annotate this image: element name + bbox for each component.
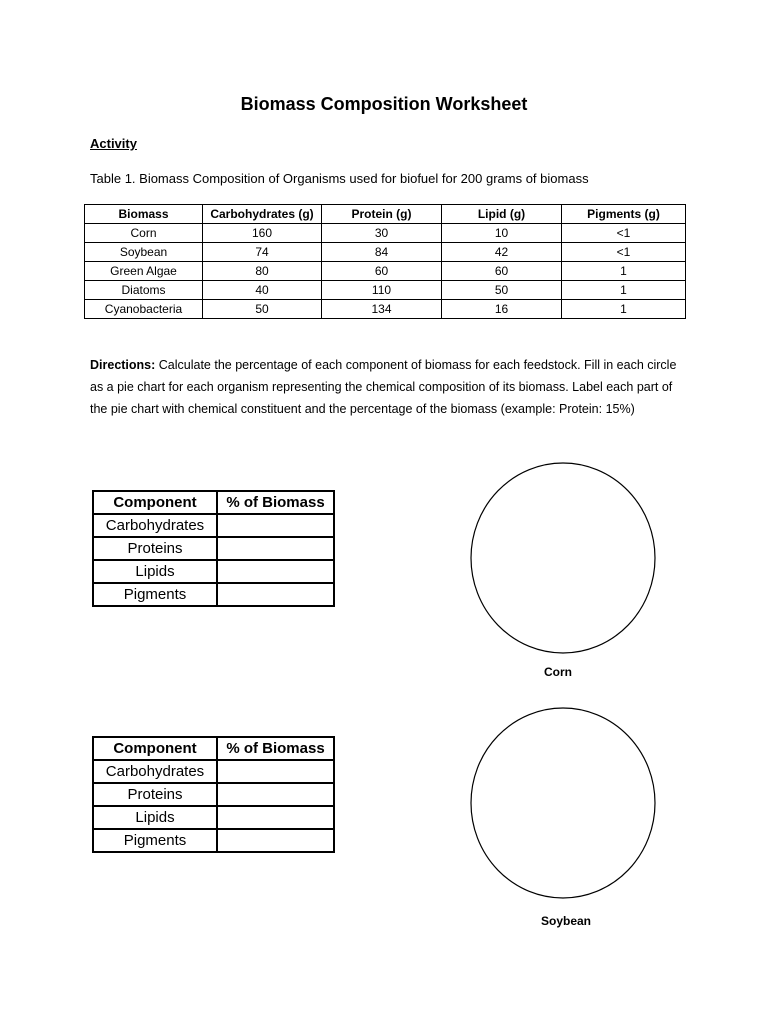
table-row	[93, 560, 334, 583]
table-header-row	[93, 491, 334, 514]
table-row	[93, 583, 334, 606]
table-row	[93, 514, 334, 537]
table-cell: Cyanobacteria	[85, 300, 203, 319]
table-row	[93, 806, 334, 829]
percent-entry-cell[interactable]	[217, 829, 334, 852]
header-pigments: Pigments (g)	[562, 205, 686, 224]
directions-text: Calculate the percentage of each component of biomass for each feedstock. Fill in each circle as a pie chart for each organism representing the chemical composition of its biomass. Label each part of the pie chart with chemical constituent and the percentage of the biomass (example: Protein: 15%)	[90, 358, 677, 416]
table-cell: <1	[562, 243, 686, 262]
table-row	[85, 281, 686, 300]
header-protein: Protein (g)	[322, 205, 442, 224]
table-header-row	[93, 737, 334, 760]
table-cell: 60	[322, 262, 442, 281]
component-label: Proteins	[93, 537, 217, 560]
component-label: Carbohydrates	[93, 514, 217, 537]
soybean-pie-circle	[468, 705, 658, 901]
percent-entry-cell[interactable]	[217, 806, 334, 829]
soybean-pie-label: Soybean	[540, 914, 591, 928]
corn-pie-circle	[468, 460, 658, 656]
table-row	[93, 537, 334, 560]
component-label: Proteins	[93, 783, 217, 806]
directions-paragraph	[90, 354, 680, 420]
page-title: Biomass Composition Worksheet	[240, 94, 528, 114]
percent-entry-cell[interactable]	[217, 560, 334, 583]
table-cell: 84	[322, 243, 442, 262]
table-cell: 1	[562, 262, 686, 281]
corn-component-table	[92, 490, 335, 607]
percent-entry-cell[interactable]	[217, 537, 334, 560]
activity-heading: Activity	[90, 136, 137, 151]
biomass-composition-table	[84, 204, 686, 319]
table-cell: 60	[442, 262, 562, 281]
table-row	[85, 262, 686, 281]
component-label: Pigments	[93, 829, 217, 852]
table-cell: Green Algae	[85, 262, 203, 281]
table-cell: 1	[562, 300, 686, 319]
table-row	[93, 783, 334, 806]
header-component: Component	[93, 737, 217, 760]
table-cell: 160	[203, 224, 322, 243]
percent-entry-cell[interactable]	[217, 514, 334, 537]
table-row	[93, 760, 334, 783]
table-caption: Table 1. Biomass Composition of Organisms used for biofuel for 200 grams of biomass	[90, 171, 589, 186]
header-biomass: Biomass	[85, 205, 203, 224]
percent-entry-cell[interactable]	[217, 583, 334, 606]
table-cell: <1	[562, 224, 686, 243]
table-cell: 50	[442, 281, 562, 300]
header-percent-biomass: % of Biomass	[217, 737, 334, 760]
table-row	[85, 300, 686, 319]
table-row	[93, 829, 334, 852]
table-row	[85, 224, 686, 243]
percent-entry-cell[interactable]	[217, 783, 334, 806]
table-cell: 50	[203, 300, 322, 319]
component-label: Lipids	[93, 806, 217, 829]
table-cell: 16	[442, 300, 562, 319]
header-percent-biomass: % of Biomass	[217, 491, 334, 514]
header-component: Component	[93, 491, 217, 514]
directions-label: Directions:	[90, 358, 156, 372]
table-row	[85, 243, 686, 262]
table-cell: 80	[203, 262, 322, 281]
table-cell: Diatoms	[85, 281, 203, 300]
table-cell: 1	[562, 281, 686, 300]
table-cell: 110	[322, 281, 442, 300]
header-lipid: Lipid (g)	[442, 205, 562, 224]
component-label: Pigments	[93, 583, 217, 606]
header-carbohydrates: Carbohydrates (g)	[203, 205, 322, 224]
table-cell: 134	[322, 300, 442, 319]
table-cell: 40	[203, 281, 322, 300]
table-cell: 42	[442, 243, 562, 262]
table-cell: 74	[203, 243, 322, 262]
soybean-component-table	[92, 736, 335, 853]
table-header-row	[85, 205, 686, 224]
component-label: Carbohydrates	[93, 760, 217, 783]
corn-pie-label: Corn	[544, 665, 572, 679]
table-cell: Soybean	[85, 243, 203, 262]
percent-entry-cell[interactable]	[217, 760, 334, 783]
table-cell: Corn	[85, 224, 203, 243]
table-cell: 30	[322, 224, 442, 243]
component-label: Lipids	[93, 560, 217, 583]
table-cell: 10	[442, 224, 562, 243]
